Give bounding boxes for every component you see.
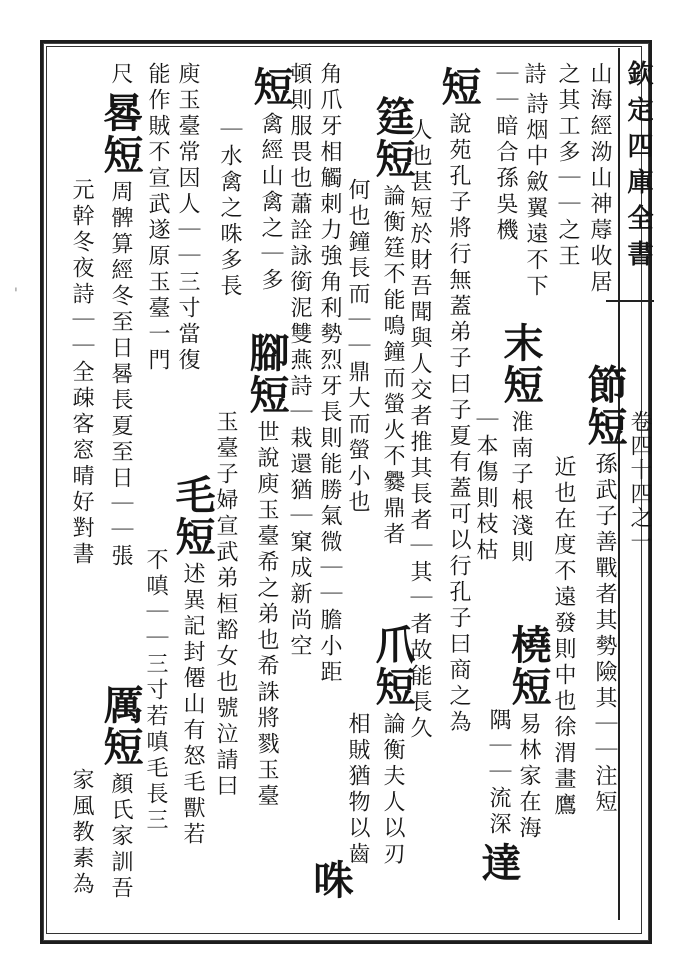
entry-heading: 達 [475,842,522,884]
entry-heading: 節短 [581,364,628,448]
entry-heading: 短 [435,66,482,108]
text-column: 山海經泑山神蓐收居 [587,62,612,296]
header-divider [606,300,654,302]
book-title: 欽定四庫全書 [623,60,653,276]
margin-mark: ' [14,286,18,302]
entry-heading: 腳短 [243,332,290,416]
text-column: 相賊猶物以齒 [345,712,370,868]
text-column: 庾玉臺常因人｜｜三寸當復 [175,62,200,374]
entry-column: 尺晷短周髀算經冬至日晷長夏至日｜｜張 [97,62,144,570]
entry-column: 腳短世說庾玉臺希之弟也希誅將戮玉臺 [243,332,290,810]
text-column: 人也甚短於財吾聞與人交者推其長者｜其｜者故能長久 [407,118,432,742]
entry-column: 橈短易林家在海 [505,624,552,842]
entry-column: 毛短述異記封僊山有怒毛獸若 [169,474,216,848]
entry-column: 厲短顏氏家訓吾 [97,684,144,902]
entry-heading: 短 [247,66,294,108]
entry-heading: 末短 [497,322,544,406]
text-column: 近也在度不遠發則中也徐渭畫鷹 [551,455,576,819]
text-column: 詩 [521,62,546,88]
entry-column: 筳短論衡筳不能鳴鐘而螢火不爨鼎者 [369,96,416,548]
entry-column [307,855,354,905]
text-column: 不嗔｜｜三寸若嗔毛長三 [143,548,168,834]
text-column: ｜｜暗合孫吳機 [493,62,518,244]
volume-label: 卷四十四之一 [627,410,652,554]
text-column: 角爪牙相觸刺力強角利勢烈牙長則能勝氣微｜｜膽小距 [317,62,342,686]
text-column: 能作賊不宣武遂原玉臺一門 [145,62,170,374]
entry-column: 爪短論衡夫人以刃 [369,624,416,868]
text-column: ｜水禽之咮多長 [217,118,242,300]
entry-heading: 咮 [307,859,354,901]
entry-column: 隅｜｜流深達 [475,708,522,884]
entry-heading: 晷短 [97,92,144,176]
text-column: 何也鐘長而｜｜鼎大而螢小也 [345,178,370,516]
entry-heading: 筳短 [369,96,416,180]
entry-column: 末短淮南子根淺則 [497,322,544,566]
entry-heading: 毛短 [169,474,216,558]
text-column: 家風教素為 [69,768,94,898]
text-column: 詩烟中斂翼遠不下 [523,92,548,300]
text-column: ｜本傷則枝枯 [473,408,498,564]
entry-column: 節短孫武子善戰者其勢險其｜｜注短 [581,364,628,816]
text-column: 之其工多｜｜之王 [555,62,580,270]
entry-column: 短說苑孔子將行無蓋弟子曰子夏有蓋可以行孔子曰商之為 [435,66,482,736]
text-column: 頓則服畏也蕭詮詠銜泥雙燕詩｜栽還猶｜窠成新尚空 [287,62,312,660]
text-column: 玉臺子婦宣武弟桓豁女也號泣請曰 [213,410,238,800]
entry-heading: 爪短 [369,624,416,708]
entry-heading: 厲短 [97,684,144,768]
entry-heading: 橈短 [505,624,552,708]
entry-column: 短禽經山禽之｜多 [247,66,294,294]
text-column: 元幹冬夜詩｜｜全疎客窓晴好對書 [69,178,94,568]
